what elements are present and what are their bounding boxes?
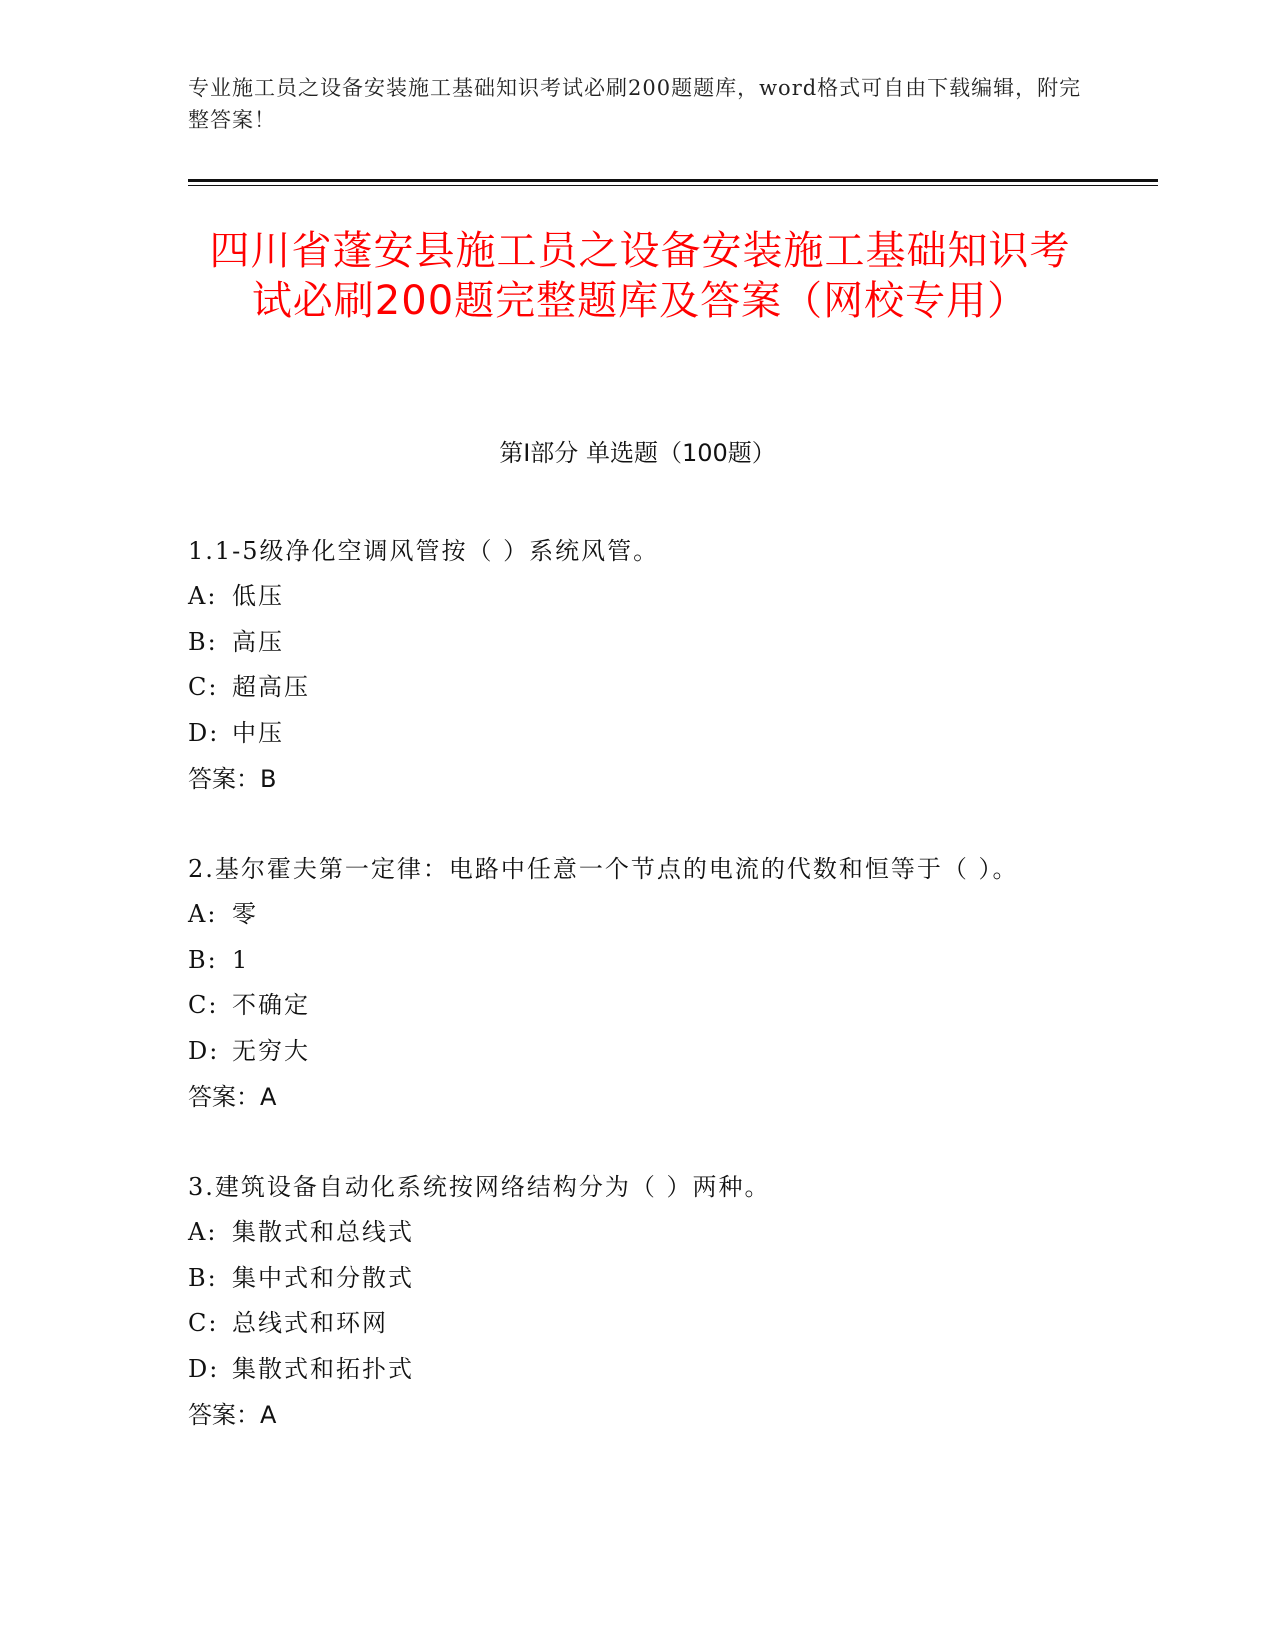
option-a [188, 1210, 1068, 1256]
option-text: 低压 [232, 582, 284, 610]
question-2 [188, 846, 1068, 1120]
question-stem: 3.建筑设备自动化系统按网络结构分为（ ）两种。 [188, 1173, 771, 1201]
option-text: 超高压 [232, 673, 310, 701]
answer-value: B [260, 765, 277, 793]
document-title: 四川省蓬安县施工员之设备安装施工基础知识考试必刷200题完整题库及答案（网校专用） [209, 228, 1071, 324]
option-text: 不确定 [232, 991, 310, 1019]
question-3 [188, 1164, 1068, 1438]
answer-line [188, 1392, 1068, 1438]
header-note: 专业施工员之设备安装施工基础知识考试必刷200题题库，word格式可自由下载编辑，附完整答案！ [188, 76, 1082, 132]
option-a [188, 574, 1068, 620]
option-text: 中压 [232, 718, 284, 747]
option-d [188, 711, 1068, 757]
answer-label: 答案： [188, 765, 260, 793]
option-key: D: [188, 1036, 220, 1065]
question-1 [188, 528, 1068, 802]
option-key: D: [188, 1354, 220, 1383]
answer-value: A [260, 1401, 277, 1429]
option-b [188, 1256, 1068, 1302]
option-text: 无穷大 [232, 1036, 310, 1065]
option-key: B: [188, 945, 218, 974]
option-key: A: [188, 1218, 218, 1246]
option-text: 零 [232, 900, 258, 928]
answer-line [188, 756, 1068, 802]
option-key: C: [188, 1309, 219, 1337]
option-d [188, 1029, 1068, 1075]
answer-value: A [260, 1083, 277, 1111]
option-b [188, 620, 1068, 666]
option-text: 总线式和环网 [232, 1309, 388, 1337]
option-text: 1 [232, 945, 250, 974]
option-text: 集散式和总线式 [232, 1218, 414, 1246]
option-key: C: [188, 673, 219, 701]
option-key: C: [188, 991, 219, 1019]
answer-label: 答案： [188, 1401, 260, 1429]
answer-label: 答案： [188, 1083, 260, 1111]
header-divider-thick [188, 179, 1158, 182]
option-text: 高压 [232, 627, 284, 656]
option-key: B: [188, 627, 218, 656]
section-title: 第I部分 单选题（100题） [499, 439, 776, 467]
option-text: 集中式和分散式 [232, 1263, 414, 1292]
option-key: A: [188, 582, 218, 610]
option-key: D: [188, 718, 220, 747]
option-a [188, 892, 1068, 938]
option-text: 集散式和拓扑式 [232, 1354, 414, 1383]
option-c [188, 983, 1068, 1029]
option-d [188, 1347, 1068, 1393]
option-c [188, 665, 1068, 711]
header-divider-thin [188, 185, 1158, 186]
question-stem: 1.1-5级净化空调风管按（ ）系统风管。 [188, 537, 660, 565]
option-c [188, 1301, 1068, 1347]
option-b [188, 938, 1068, 984]
option-key: B: [188, 1263, 218, 1292]
option-key: A: [188, 900, 218, 928]
question-list [188, 528, 1068, 1482]
answer-line [188, 1074, 1068, 1120]
question-stem: 2.基尔霍夫第一定律：电路中任意一个节点的电流的代数和恒等于（ ）。 [188, 855, 1019, 883]
